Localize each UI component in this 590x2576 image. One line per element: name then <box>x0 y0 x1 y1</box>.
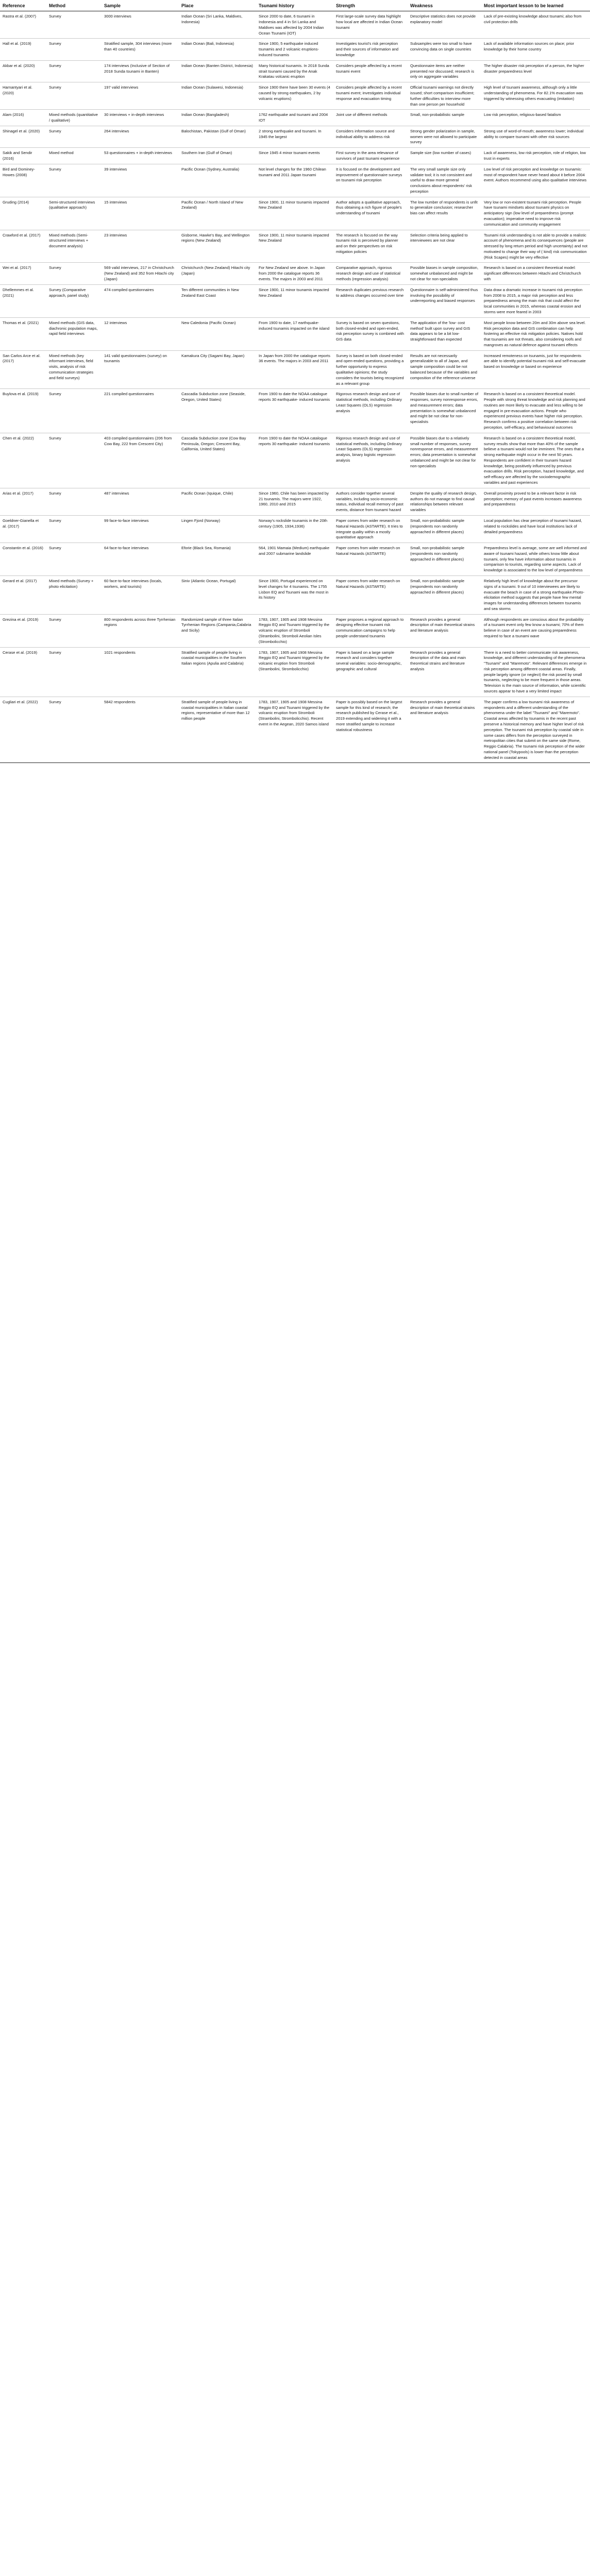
cell-tsunami-history: 2 strong earthquake and tsunami. In 1945 the largest <box>256 126 333 147</box>
cell-lesson: Low risk perception, religious-based fatalism <box>481 110 590 126</box>
cell-reference: Rastra et al. (2007) <box>0 11 46 39</box>
cell-sample: 60 face-to-face interviews (locals, workers, and tourists) <box>102 575 179 614</box>
cell-strength: First large-scale survey data highlight how local are affected in Indian Ocean tsunami <box>333 11 408 39</box>
cell-weakness: Questionnaire items are neither presented nor discussed; research is only on aggregate variables <box>408 60 481 82</box>
cell-weakness: Subsamples were too small to have convincing data on single countries <box>408 39 481 60</box>
cell-strength: Research duplicates previous research to address changes occurred over time <box>333 284 408 317</box>
cell-strength: Paper comes from wider research on Natural Hazards (ASTARTE) <box>333 543 408 576</box>
cell-weakness: Selection criteria being applied to interviewees are not clear <box>408 230 481 263</box>
cell-method: Survey <box>46 697 102 763</box>
cell-sample: 403 compiled questionnaires (206 from Cow Bay, 222 from Crescent City) <box>102 433 179 488</box>
cell-sample: 99 face-to-face interviews <box>102 515 179 543</box>
cell-sample: 3000 interviews <box>102 11 179 39</box>
cell-reference: Thomas et al. (2021) <box>0 317 46 350</box>
cell-lesson: Very low or non-existent tsunami risk perception. People have tsunami mindsets about tsunami physics on anticipatory sign (low level of preparedness (prompt evacuation); imperative need to improve risk communication and community engagement <box>481 197 590 230</box>
cell-method: Survey <box>46 614 102 647</box>
cell-method: Survey <box>46 263 102 284</box>
literature-review-table <box>0 1 590 763</box>
cell-lesson: High level of tsunami awareness, although only a little understanding of phenomena. For 82.1% evacuation was triggered by witnessing others evacuating (imitation) <box>481 82 590 110</box>
cell-weakness: Possible biases due to small number of responses, survey nonresponse errors, and measurement errors; data presentation is somewhat unbalanced and might be not clear for non-specialists <box>408 389 481 433</box>
cell-lesson: Most people know between 20m and 30m above sea level. Risk perception data and GIS combination can help fostering an effective risk mitigation policies. Natives hold that tsunamis are not threats, also considering roofs and mangroves as natural defence against tsunami effects <box>481 317 590 350</box>
cell-reference: Gruding (2014) <box>0 197 46 230</box>
cell-place: New Caledonia (Pacific Ocean) <box>179 317 256 350</box>
cell-strength: Author adopts a qualitative approach, thus obtaining a rich figure of people's understanding of tsunami <box>333 197 408 230</box>
cell-weakness: Despite the quality of research design, authors do not manage to find causal relationships between relevant variables <box>408 488 481 515</box>
cell-method: Mixed methods (quantitative / qualitative) <box>46 110 102 126</box>
cell-tsunami-history: Since 1945 4 minor tsunami events <box>256 148 333 164</box>
cell-reference: San Carlos Arce et al. (2017) <box>0 350 46 389</box>
table-row <box>0 110 590 126</box>
cell-lesson: Low level of risk perception and knowledge on tsunamis: most of respondent have never heard about it before 2004 event. Authors recommend using also qualitative interviews <box>481 164 590 197</box>
cell-reference: Crawford et al. (2017) <box>0 230 46 263</box>
cell-reference: Sakik and Sendir (2016) <box>0 148 46 164</box>
cell-sample: 30 interviews + in-depth interviews <box>102 110 179 126</box>
cell-place: Ten different communities in New Zealand East Coast <box>179 284 256 317</box>
cell-reference: Goeldner-Gianella et al. (2017) <box>0 515 46 543</box>
cell-sample: 569 valid interviews, 217 in Christchurch (New Zealand) and 352 from Hitachi city (Japan) <box>102 263 179 284</box>
cell-method: Survey <box>46 164 102 197</box>
header-tsunami-history: Tsunami history <box>256 1 333 11</box>
cell-sample: 474 compiled questionnaires <box>102 284 179 317</box>
table-row <box>0 515 590 543</box>
cell-place: Siniv (Atlantic Ocean, Portugal) <box>179 575 256 614</box>
header-sample: Sample <box>102 1 179 11</box>
cell-reference: Chen et al. (2022) <box>0 433 46 488</box>
cell-weakness: Small, non-probabilistic sample (respondents non randomly approached in different places) <box>408 575 481 614</box>
cell-reference: Alam (2016) <box>0 110 46 126</box>
cell-strength: First survey in the area relevance of survivors of past tsunami experience <box>333 148 408 164</box>
cell-reference: Akbar et al. (2020) <box>0 60 46 82</box>
table-row <box>0 317 590 350</box>
cell-lesson: Research is based on a consistent theoretical model. People with strong threat knowledge and risk planning and routines are more likely to evacuate and less willing to be engaged in pre-evacuation actions. People who experienced previous events have higher risk perception. Research confirms a positive correlation between risk perception, self-efficacy, and behavioural outcomes <box>481 389 590 433</box>
cell-method: Survey (Comparative approach, panel study) <box>46 284 102 317</box>
cell-weakness: Descriptive statistics does not provide explanatory model <box>408 11 481 39</box>
cell-sample: 64 face-to-face interviews <box>102 543 179 576</box>
cell-lesson: Strong use of word-of-mouth; awareness lower; individual ability to compare tsunami with other risk sources <box>481 126 590 147</box>
cell-lesson: Relatively high level of knowledge about the precursor signs of a tsunami. 9 out of 10 interviewees are likely to evacuate the beach in case of a strong earthquake.Photo-elicitation method suggests that people have few mental images for understanding differences between tsunamis and sea storms <box>481 575 590 614</box>
cell-method: Mixed methods (Survey + photo elicitation) <box>46 575 102 614</box>
table-row <box>0 614 590 647</box>
cell-strength: It is focused on the development and improvement of questionnaire surveys on tsunami risk perception <box>333 164 408 197</box>
header-reference: Reference <box>0 1 46 11</box>
cell-tsunami-history: Since 1900, Portugal experienced on level changes for 4 tsunamis. The 1755 Lisbon EQ and Tsunami was the most in its history <box>256 575 333 614</box>
cell-weakness: Questionnaire is self-administered thus involving the possibility of underreporting and biased responses <box>408 284 481 317</box>
cell-method: Survey <box>46 433 102 488</box>
cell-method: Mixed methods (Semi-structured interviews + document analysis) <box>46 230 102 263</box>
cell-place: Indian Ocean (Banten District, Indonesia) <box>179 60 256 82</box>
cell-method: Survey <box>46 82 102 110</box>
table-row <box>0 647 590 697</box>
cell-tsunami-history: From 1900 to date the NOAA catalogue reports 30 earthquake- induced tsunamis <box>256 433 333 488</box>
cell-sample: 5842 respondents <box>102 697 179 763</box>
cell-weakness: Strong gender polarization in sample, women were not allowed to participate survey <box>408 126 481 147</box>
table-body <box>0 11 590 763</box>
cell-tsunami-history: 1783, 1907, 1905 and 1908 Messina Reggio EQ and Tsunami triggered by the volcanic eruption from Stromboli (Strambolini, Strombolicchio). Recent event in the Aegean, 2020 Samos island <box>256 697 333 763</box>
cell-place: Christchurch (New Zealand) Hitachi city (Japan) <box>179 263 256 284</box>
cell-method: Survey <box>46 515 102 543</box>
cell-strength: Paper is based on a large sample research and considers together several variables: socio-demographic, geographic and cultural <box>333 647 408 697</box>
cell-method: Mixed methods (key informant interviews, field visits, analysis of risk communication strategies and field surveys) <box>46 350 102 389</box>
cell-weakness: Research provides a general description of main theoretical strains and literature analysis <box>408 614 481 647</box>
cell-weakness: Sample size (low number of cases) <box>408 148 481 164</box>
cell-place: Pacific Ocean (Iquique, Chile) <box>179 488 256 515</box>
cell-strength: Survey is based on both closed-ended and open-ended questions, providing a further opportunity to express qualitative opinions; the study considers the tourists being recognized as a relevant group <box>333 350 408 389</box>
cell-sample: Stratified sample, 304 interviews (more than 40 countries) <box>102 39 179 60</box>
cell-lesson: Lack of pre-existing knowledge about tsunami; also from civil protection drills <box>481 11 590 39</box>
cell-lesson: Research is based on a consistent theoretical model: significant differences between Hitachi and Christchurch with <box>481 263 590 284</box>
table-row <box>0 126 590 147</box>
cell-method: Survey <box>46 647 102 697</box>
cell-lesson: Lack of awareness, low risk perception, role of religion, low trust in experts <box>481 148 590 164</box>
table-row <box>0 350 590 389</box>
cell-place: Eforie (Black Sea, Romania) <box>179 543 256 576</box>
cell-reference: Wei et al. (2017) <box>0 263 46 284</box>
cell-sample: 1021 respondents <box>102 647 179 697</box>
table-row <box>0 82 590 110</box>
cell-reference: Cugliari et al. (2022) <box>0 697 46 763</box>
cell-lesson: Preparedness level is average, some are well informed and aware of tsunami hazard, while others know little about tsunami, only few have information about tsunamis in comparison to tourists, regarding some aspects. Lack of knowledge is associated to the low level of preparedness <box>481 543 590 576</box>
cell-lesson: Tsunami risk understanding is not able to provide a realistic account of phenomena and its consequences (people are stressed by long return period and high uncertainty) and not motivated to change their way of ( kind) risk communication (Risk Scapes) might be very effective <box>481 230 590 263</box>
table-row <box>0 164 590 197</box>
cell-place: Randomized sample of three Italian Tyrrhenian Regions (Campania,Calabria and Sicily) <box>179 614 256 647</box>
cell-strength: Considers information source and individual ability to address risk <box>333 126 408 147</box>
cell-sample: 264 interviews <box>102 126 179 147</box>
cell-tsunami-history: Since 2000 to date, 6 tsunami in Indonesia and 4 in Sri Lanka and Maldives was affected by 2004 Indian Ocean Tsunami (IOT) <box>256 11 333 39</box>
cell-lesson: Increased remoteness on tsunamis, just for respondents are able to identify potential tsunami risk and self-evacuate based on knowledge or based on experience <box>481 350 590 389</box>
cell-tsunami-history: Since 1960, Chile has been impacted by 21 tsunamis. The majors were 1922, 1960, 2010 and 2015 <box>256 488 333 515</box>
cell-tsunami-history: From 1900 to date, 17 earthquake- induced tsunamis impacted on the island <box>256 317 333 350</box>
cell-lesson: There is a need to better communicate risk awareness, knowledge, and different understanding of the phenomena "Tsunami" and "Maremoto". Relevant differences emerge in risk perception among different coastal areas. Finally, people largely ignore (or neglect) the risk posed by small tsunamis, neglecting to be more frequent in those areas. Television is the main source of information, while scientific sources appear to have a very limited impact <box>481 647 590 697</box>
cell-tsunami-history: From 1900 to date the NOAA catalogue reports 30 earthquake- induced tsunamis <box>256 389 333 433</box>
cell-method: Mixed method <box>46 148 102 164</box>
table-row <box>0 230 590 263</box>
cell-tsunami-history: Since 1900, 11 minor tsunamis impacted New Zealand <box>256 230 333 263</box>
cell-place: Balochistan, Pakistan (Gulf of Oman) <box>179 126 256 147</box>
cell-reference: Grezina et al. (2019) <box>0 614 46 647</box>
cell-place: Indian Ocean (Bangladesh) <box>179 110 256 126</box>
header-lesson: Most important lesson to be learned <box>481 1 590 11</box>
cell-sample: 197 valid interviews <box>102 82 179 110</box>
table-row <box>0 488 590 515</box>
cell-strength: Paper is possibly based on the largest sample for this kind of research; the research published by Cerase et al., 2019 extending and widening it with a more stratified sample to increase statistical robustness <box>333 697 408 763</box>
cell-lesson: Data draw a dramatic increase in tsunami risk perception from 2008 to 2015, a major risk perception and less preparedness among the main risk that could affect the local communities in 2015, whereas coastal erosion and storms were more feared in 2003 <box>481 284 590 317</box>
table-row <box>0 60 590 82</box>
cell-reference: Shinagel et al. (2020) <box>0 126 46 147</box>
cell-strength: Joint use of different methods <box>333 110 408 126</box>
cell-sample: 487 interviews <box>102 488 179 515</box>
table-header-row <box>0 1 590 11</box>
cell-sample: 12 interviews <box>102 317 179 350</box>
cell-method: Semi-structured interviews (qualitative approach) <box>46 197 102 230</box>
cell-sample: 39 interviews <box>102 164 179 197</box>
header-place: Place <box>179 1 256 11</box>
header-weakness: Weakness <box>408 1 481 11</box>
cell-place: Southern Iran (Gulf of Oman) <box>179 148 256 164</box>
cell-reference: Cerase et al. (2019) <box>0 647 46 697</box>
cell-place: Lingen Fjord (Norway) <box>179 515 256 543</box>
cell-sample: 800 respondents across three Tyrrhenian regions <box>102 614 179 647</box>
cell-tsunami-history: For New Zealand see above. In Japan from 2000 the catalogue reports 36 events. The majors in 2003 and 2011 <box>256 263 333 284</box>
cell-weakness: Possible biases due to a relatively small number of responses, survey nonresponse errors, and measurement errors; data presentation is somewhat unbalanced and might be not clear for non-specialists <box>408 433 481 488</box>
cell-strength: Considers people affected by a recent tsunami event; investigates individual response and evacuation timing <box>333 82 408 110</box>
table-row <box>0 284 590 317</box>
cell-tsunami-history: Since 1900, 11 minor tsunamis impacted New Zealand <box>256 284 333 317</box>
cell-reference: Arias et al. (2017) <box>0 488 46 515</box>
cell-place: Indian Ocean (Bali, Indonesia) <box>179 39 256 60</box>
cell-strength: Investigates tourist's risk perception and their sources of information and knowledge <box>333 39 408 60</box>
table-row <box>0 39 590 60</box>
cell-tsunami-history: 1783, 1907, 1905 and 1908 Messina Reggio EQ and Tsunami triggered by the volcanic eruption from Stromboli (Strambolini, Strombolicchio) <box>256 647 333 697</box>
cell-reference: Dhellemmes et al. (2021) <box>0 284 46 317</box>
cell-strength: The research is focused on the way tsunami risk is perceived by planner and on their perspectives on risk mitigation policies <box>333 230 408 263</box>
cell-weakness: Official tsunami warnings not directly issued; short comparison insufficient; further difficulties to interview more than one person per household <box>408 82 481 110</box>
cell-reference: Buylova et al. (2019) <box>0 389 46 433</box>
cell-lesson: The paper confirms a low tsunami risk awareness of respondents and a different understanding of the phenomena under the label "Tsunami" and "Maremoto". Coastal areas affected by tsunamis in the recent past preserve a historical memory and have higher level of risk perception. The tsunami risk perception by coastal side in some cases differs from the perception surveyed in metropolitan cities that submit on the same side (Rome, Reggio Calabria). The tsunami risk perception of the wider national panel (Tokypools) is lower than the perception detected in coastal areas <box>481 697 590 763</box>
table-row <box>0 543 590 576</box>
cell-strength: Considers people affected by a recent tsunami event <box>333 60 408 82</box>
cell-reference: Constantin et al. (2016) <box>0 543 46 576</box>
cell-tsunami-history: Many historical tsunamis. In 2018 Sunda strait tsunami caused by the Anak Krakatau volcanic eruption <box>256 60 333 82</box>
cell-place: Cascadia Subduction zone (Seaside, Oregon, United States) <box>179 389 256 433</box>
cell-lesson: Overall proximity proved to be a relevant factor in risk perception; memory of past events increases awareness and preparedness <box>481 488 590 515</box>
table-row <box>0 697 590 763</box>
cell-strength: Paper proposes a regional approach to designing effective tsunami risk communication campaigns to help people understand tsunamis <box>333 614 408 647</box>
cell-lesson: Local population has clear perception of tsunami hazard, related to rockslides and have local institutions lack of detailed preparedness <box>481 515 590 543</box>
table-row <box>0 11 590 39</box>
cell-strength: Survey is based on seven questions, both closed-ended and open-ended, risk perception survey is combined with GIS data <box>333 317 408 350</box>
table-row <box>0 433 590 488</box>
cell-strength: Paper comes from wider research on Natural Hazards (ASTARTE) <box>333 575 408 614</box>
table-row <box>0 148 590 164</box>
cell-weakness: Small, non-probabilistic sample <box>408 110 481 126</box>
cell-weakness: Research provides a general description of main theoretical strains and literature analysis <box>408 697 481 763</box>
cell-place: Stratified sample of people living in coastal municipalities in Italian coastal regions, representative of more than 12 million people <box>179 697 256 763</box>
cell-place: Pacific Ocean / North Island of New Zealand) <box>179 197 256 230</box>
table-row <box>0 389 590 433</box>
cell-lesson: The higher disaster risk perception of a person, the higher disaster preparedness level <box>481 60 590 82</box>
header-strength: Strength <box>333 1 408 11</box>
cell-method: Survey <box>46 389 102 433</box>
cell-place: Cascadia Subduction zone (Cow Bay Peninsula, Oregon; Crescent Bay, California, United States) <box>179 433 256 488</box>
cell-weakness: The application of the 'low- cost method' built upon survey and GIS data appears to be a bit low-straightforward than expected <box>408 317 481 350</box>
cell-lesson: Research is based on a consistent theoretical model, survey results show that more than 40% of the sample believe a tsunami would not be imminent. The ones that a strong earthquake might occur in the next 50 years. Respondents are confident in their tsunami hazard knowledge, being positively influenced by previous evacuation drills. Risk perception, hazard knowledge, and self-efficacy are affected by the sociodemographic variables and past experiences <box>481 433 590 488</box>
cell-place: Indian Ocean (Sulawesi, Indonesia) <box>179 82 256 110</box>
cell-sample: 15 interviews <box>102 197 179 230</box>
cell-strength: Rigorous research design and use of statistical methods, including Ordinary Least Squares (OLS) regression analysis, binary logistic regression analysis <box>333 433 408 488</box>
cell-tsunami-history: 1783, 1907, 1905 and 1908 Messina Reggio EQ and Tsunami triggered by the volcanic eruption of Stromboli (Strambolini, Stromboli Aeolian Isles (Strombolicchio) <box>256 614 333 647</box>
cell-sample: 174 interviews (Inclusive of Section of 2018 Sunda tsunami in Banten) <box>102 60 179 82</box>
cell-place: Gisborne, Hawke's Bay, and Wellington regions (New Zealand) <box>179 230 256 263</box>
cell-reference: Gerard et al. (2017) <box>0 575 46 614</box>
cell-weakness: Small, non-probabilistic sample (respondents non randomly approached in different places) <box>408 543 481 576</box>
cell-tsunami-history: 564, 1901 Mamaia (Medium) earthquake and 2007 submarine landslide <box>256 543 333 576</box>
header-method: Method <box>46 1 102 11</box>
cell-weakness: Research provides a general description of the data and main theoretical strains and literature analysis <box>408 647 481 697</box>
cell-method: Survey <box>46 126 102 147</box>
cell-weakness: Results are not necessarily generalizable to all of Japan, and sample composition could be not balanced because of the variables and composition of the reference universe <box>408 350 481 389</box>
cell-reference: Hall et al. (2019) <box>0 39 46 60</box>
cell-method: Survey <box>46 39 102 60</box>
cell-weakness: The very small sample size only validate tool; it is not consistent and useful to draw more general conclusions about respondents' risk perception <box>408 164 481 197</box>
cell-weakness: Small, non-probabilistic sample (respondents non randomly approached in different places) <box>408 515 481 543</box>
cell-place: Indian Ocean (Sri Lanka, Maldives, Indonesia) <box>179 11 256 39</box>
cell-sample: 23 interviews <box>102 230 179 263</box>
cell-tsunami-history: Norway's rockslide tsunamis in the 20th century (1905, 1934,1936) <box>256 515 333 543</box>
cell-method: Survey <box>46 488 102 515</box>
cell-method: Survey <box>46 60 102 82</box>
table-row <box>0 263 590 284</box>
cell-tsunami-history: In Japan from 2000 the catalogue reports 36 events. The majors in 2003 and 2011 <box>256 350 333 389</box>
cell-method: Survey <box>46 543 102 576</box>
cell-reference: Harnantyari et al. (2020) <box>0 82 46 110</box>
cell-sample: 221 compiled questionnaires <box>102 389 179 433</box>
cell-sample: 141 valid questionnaires (survey) on tsunamis <box>102 350 179 389</box>
cell-sample: 53 questionnaires + in-depth interviews <box>102 148 179 164</box>
table-row <box>0 575 590 614</box>
cell-tsunami-history: Since 1900 there have been 30 events (4 caused by strong earthquakes, 2 by volcanic eruptions) <box>256 82 333 110</box>
cell-tsunami-history: Since 1900, 5 earthquake induced tsunamis and 2 volcanic eruptions-induced tsunamis <box>256 39 333 60</box>
table-row <box>0 197 590 230</box>
cell-lesson: Lack of available information sources on place; prior knowledge by their home country <box>481 39 590 60</box>
cell-reference: Bird and Dominey-Howes (2008) <box>0 164 46 197</box>
cell-weakness: The low number of respondents is unfit to generalize conclusion; researcher bias can affect results <box>408 197 481 230</box>
cell-strength: Paper comes from wider research on Natural Hazards (ASTARTE). It tries to integrate quality within a mostly quantitative approach <box>333 515 408 543</box>
cell-place: Pacific Ocean (Sydney, Australia) <box>179 164 256 197</box>
cell-tsunami-history: 1762 earthquake and tsunami and 2004 IOT <box>256 110 333 126</box>
cell-strength: Comparative approach, rigorous research design and use of statistical methods (regression analysis) <box>333 263 408 284</box>
cell-method: Survey <box>46 11 102 39</box>
cell-lesson: Although respondents are conscious about the probability of a tsunami event only few know a tsunami; 70% of them believe in case of an event are causing preparedness required to face a tsunami wave <box>481 614 590 647</box>
cell-place: Kamakura City (Sagami Bay, Japan) <box>179 350 256 389</box>
cell-tsunami-history: Since 1900, 11 minor tsunamis impacted New Zealand <box>256 197 333 230</box>
cell-tsunami-history: Not level changes for the 1960 Chilean tsunami and 2011 Japan tsunami <box>256 164 333 197</box>
cell-strength: Authors consider together several variables, including socio-economic status, individual recall memory of past events, distance from tsunami hazard <box>333 488 408 515</box>
cell-weakness: Possible biases in sample composition, somewhat unbalanced and might be not clear for non-specialists <box>408 263 481 284</box>
cell-method: Mixed methods (GIS data, diachronic population maps, rapid field interviews <box>46 317 102 350</box>
cell-strength: Rigorous research design and use of statistical methods, including Ordinary Least Squares (OLS) regression analysis <box>333 389 408 433</box>
cell-place: Stratified sample of people living in coastal municipalities in the Southern Italian regions (Apulia and Calabria) <box>179 647 256 697</box>
